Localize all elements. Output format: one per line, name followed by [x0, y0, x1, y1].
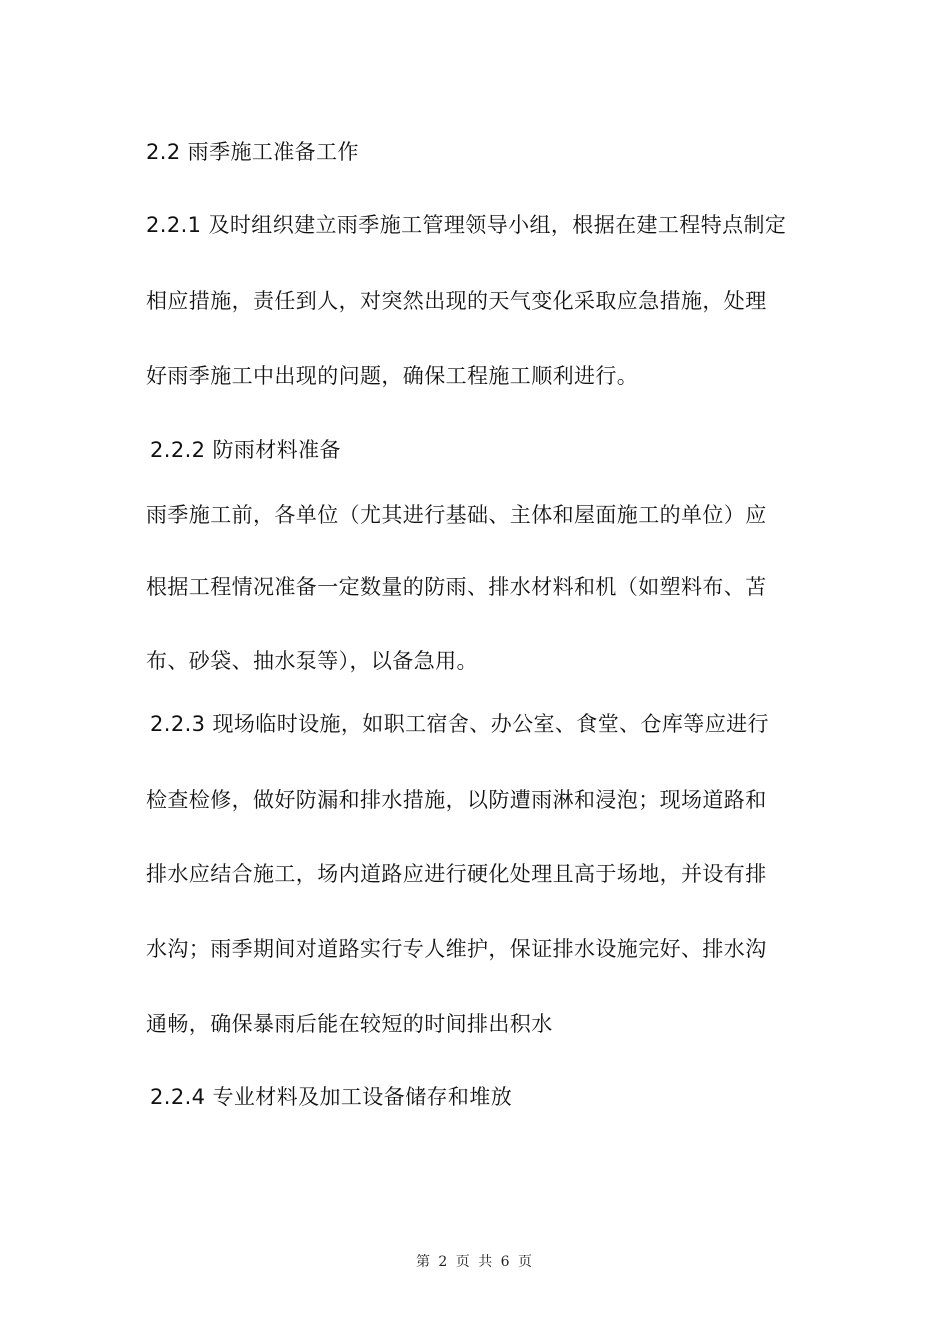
paragraph-2-2-3-line-5: 通畅，确保暴雨后能在较短的时间排出积水 — [146, 1012, 553, 1036]
paragraph-2-2-2-line-1: 雨季施工前，各单位（尤其进行基础、主体和屋面施工的单位）应 — [146, 503, 767, 527]
paragraph-2-2-1-line-3: 好雨季施工中出现的问题，确保工程施工顺利进行。 — [146, 364, 639, 388]
paragraph-2-2-2-line-3: 布、砂袋、抽水泵等），以备急用。 — [146, 649, 478, 673]
section-heading-2-2-4: 2.2.4 专业材料及加工设备储存和堆放 — [150, 1085, 513, 1109]
section-heading-2-2-2: 2.2.2 防雨材料准备 — [150, 438, 341, 462]
paragraph-2-2-1-line-1: 2.2.1 及时组织建立雨季施工管理领导小组，根据在建工程特点制定 — [146, 213, 787, 237]
paragraph-2-2-3-line-4: 水沟；雨季期间对道路实行专人维护，保证排水设施完好、排水沟 — [146, 937, 767, 961]
paragraph-2-2-3-line-1: 2.2.3 现场临时设施，如职工宿舍、办公室、食堂、仓库等应进行 — [150, 712, 769, 736]
section-heading-2-2: 2.2 雨季施工准备工作 — [146, 140, 359, 164]
paragraph-2-2-2-line-2: 根据工程情况准备一定数量的防雨、排水材料和机（如塑料布、苫 — [146, 575, 767, 599]
paragraph-2-2-3-line-2: 检查检修，做好防漏和排水措施，以防遭雨淋和浸泡；现场道路和 — [146, 788, 767, 812]
paragraph-2-2-1-line-2: 相应措施，责任到人，对突然出现的天气变化采取应急措施，处理 — [146, 289, 767, 313]
page-number-footer: 第 2 页 共 6 页 — [415, 1254, 535, 1270]
paragraph-2-2-3-line-3: 排水应结合施工，场内道路应进行硬化处理且高于场地，并设有排 — [146, 862, 767, 886]
